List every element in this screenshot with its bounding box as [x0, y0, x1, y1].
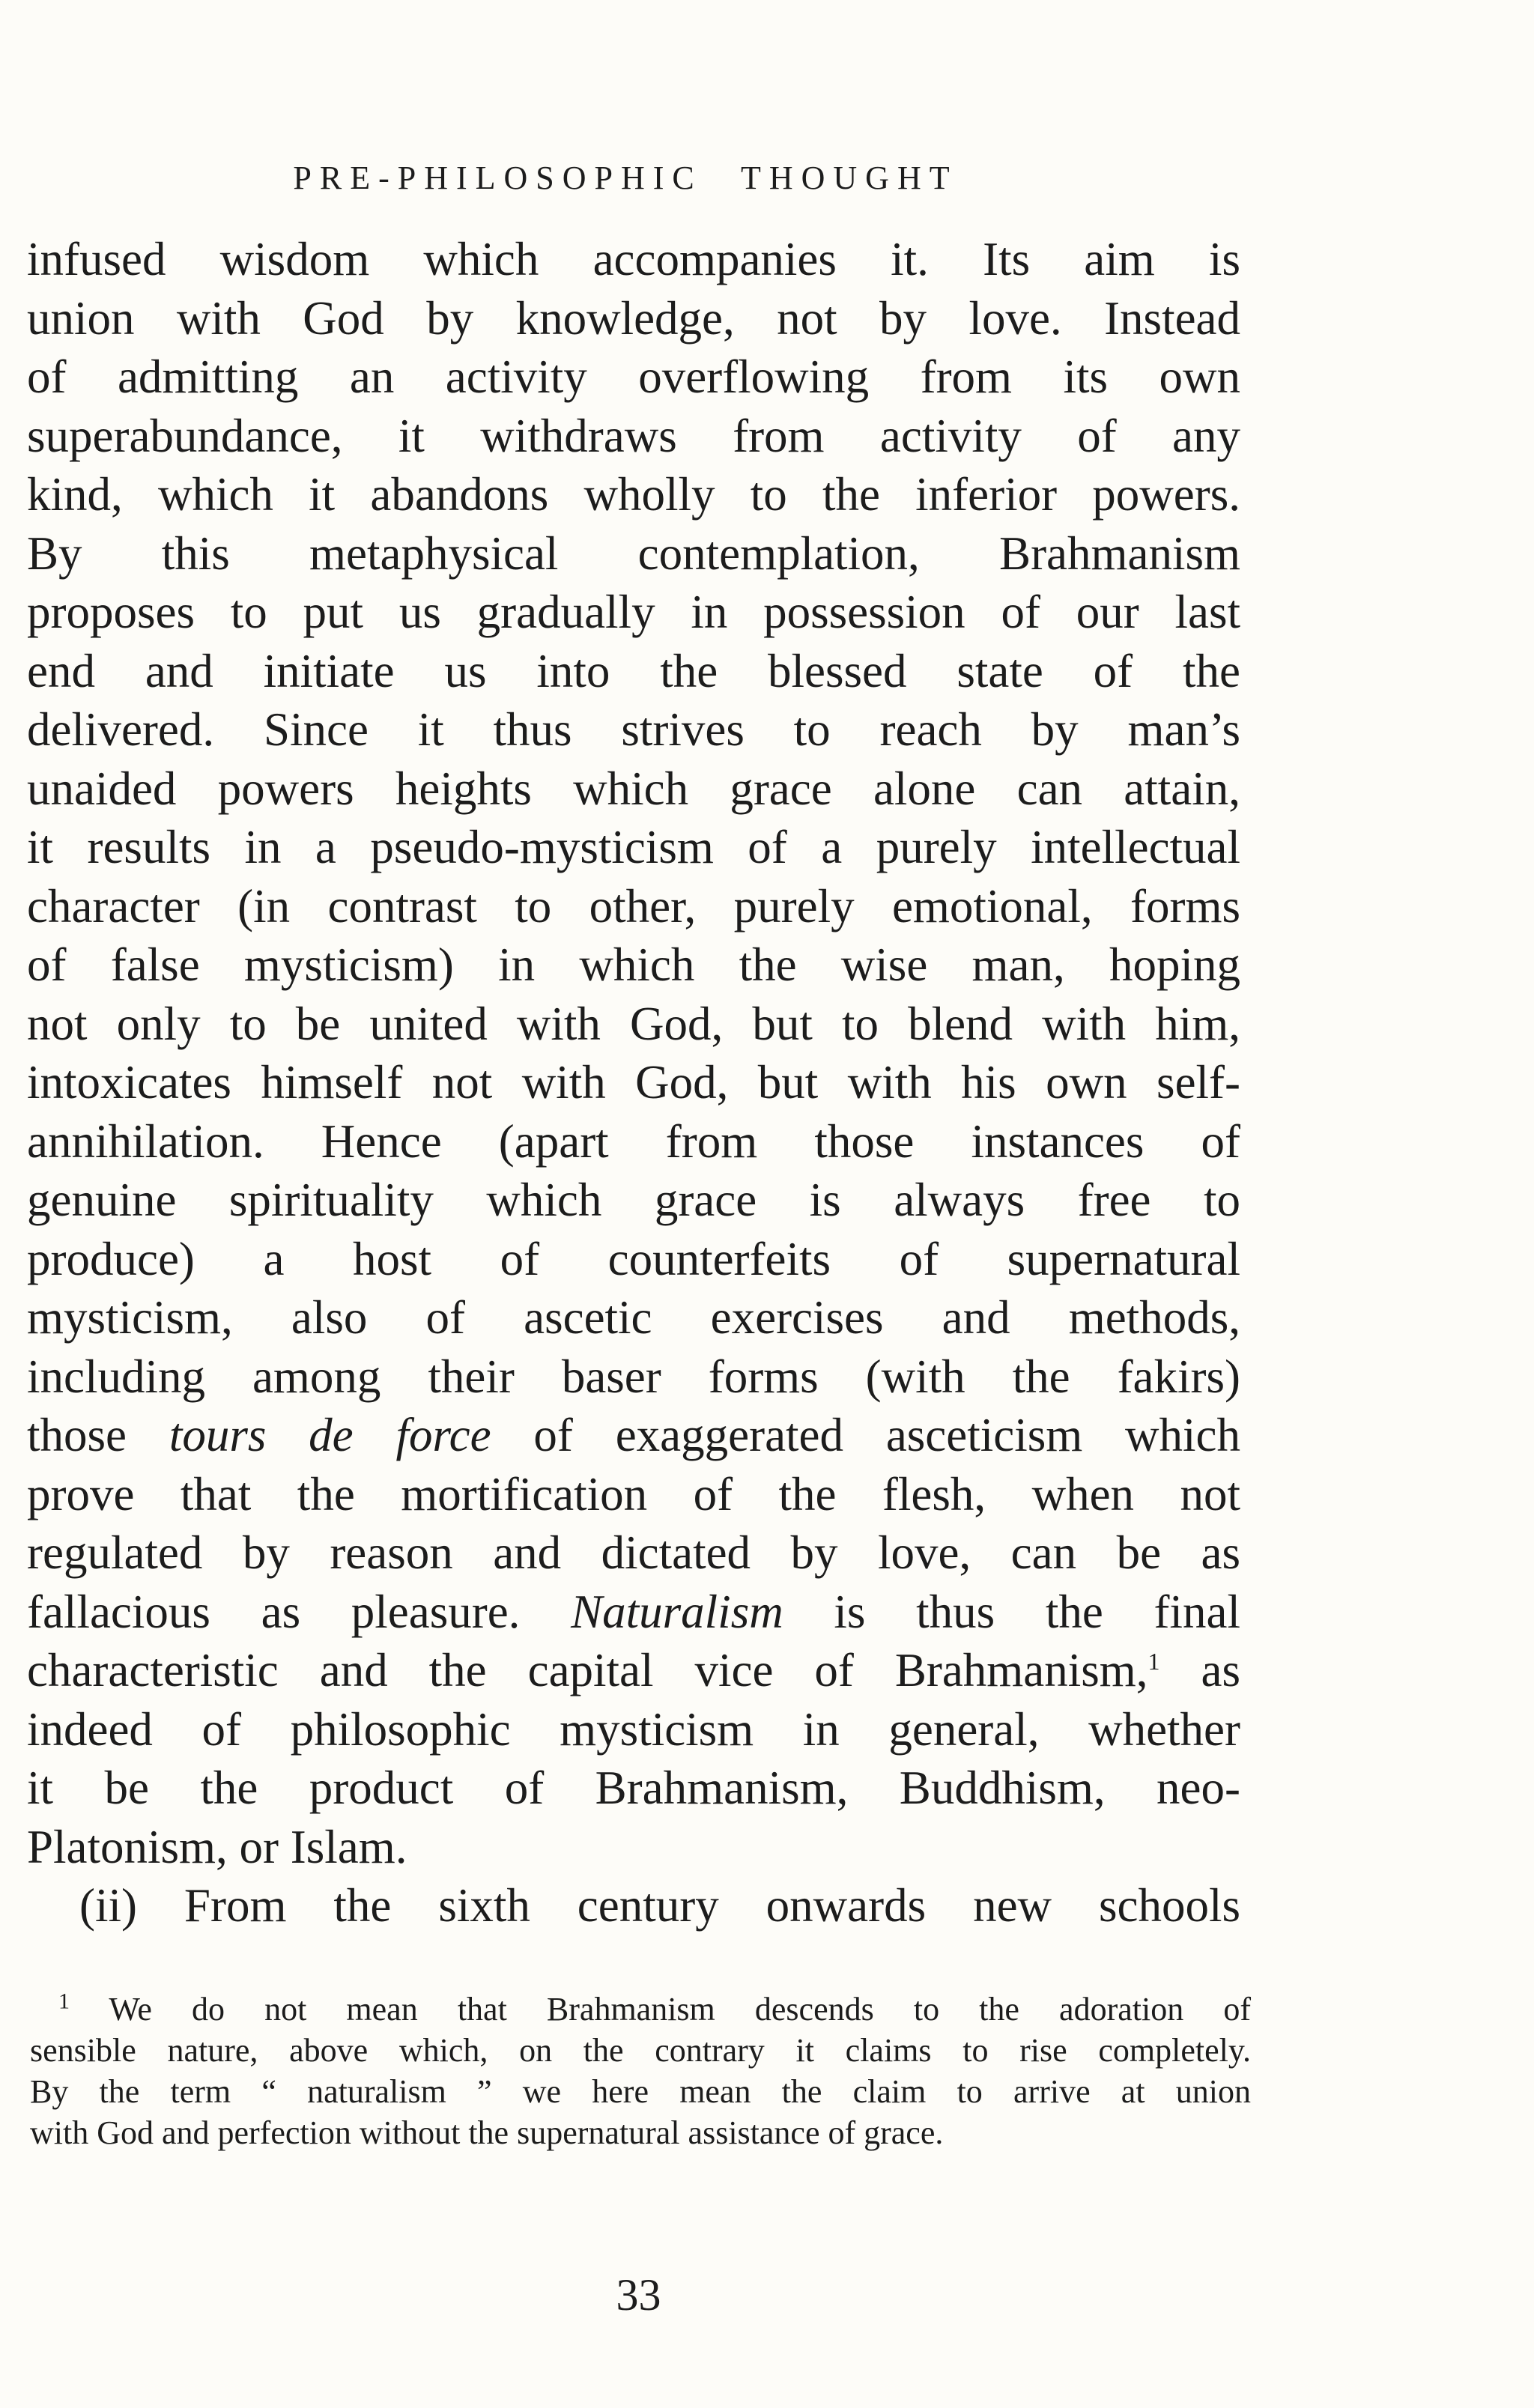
text-line: end and initiate us into the blessed state of the	[27, 644, 1240, 697]
paragraph-start: (ii) From the sixth century onwards new schools	[79, 1879, 1240, 1932]
text-line: infused wisdom which accompanies it. Its aim is	[27, 233, 1240, 285]
text-line: character (in contrast to other, purely emotional, forms	[27, 879, 1240, 932]
text-line	[27, 1641, 1240, 1700]
footnote-mark: 1	[58, 1989, 70, 2014]
text-segment: is thus the final	[783, 1585, 1240, 1638]
text-line: it results in a pseudo-mysticism of a purely intellectual	[27, 821, 1240, 873]
text-line: unaided powers heights which grace alone can attain,	[27, 762, 1240, 815]
text-line	[27, 1406, 1240, 1465]
footnote-line: By the term “ naturalism ” we here mean the claim to arrive at union	[30, 2073, 1251, 2110]
text-line: By this metaphysical contemplation, Brahmanism	[27, 527, 1240, 580]
text-segment: those	[27, 1409, 169, 1461]
text-line: proposes to put us gradually in possession of our last	[27, 586, 1240, 638]
text-line: annihilation. Hence (apart from those instances of	[27, 1114, 1240, 1168]
text-line: delivered. Since it thus strives to reach by man’s	[27, 703, 1240, 756]
footnote	[30, 1989, 1251, 2153]
text-segment: characteristic and the capital vice of Brahmanism,	[27, 1644, 1148, 1696]
footnote-line: sensible nature, above which, on the contrary it claims to rise completely.	[30, 2032, 1251, 2069]
text-line: union with God by knowledge, not by love. Instead	[27, 291, 1240, 345]
text-line: it be the product of Brahmanism, Buddhism, neo-	[27, 1762, 1240, 1814]
text-line: genuine spirituality which grace is always free to	[27, 1174, 1240, 1226]
text-line: of false mysticism) in which the wise man, hoping	[27, 938, 1240, 991]
text-line: produce) a host of counterfeits of supernatural	[27, 1232, 1240, 1285]
italic-phrase: Naturalism	[571, 1585, 783, 1638]
text-line: kind, which it abandons wholly to the inferior powers.	[27, 468, 1240, 521]
running-header: PRE-PHILOSOPHIC THOUGHT	[293, 160, 958, 196]
text-line	[27, 1583, 1240, 1642]
text-line: regulated by reason and dictated by love, can be as	[27, 1526, 1240, 1579]
text-line: of admitting an activity overflowing from its own	[27, 351, 1240, 403]
text-segment: fallacious as pleasure.	[27, 1585, 572, 1638]
page-number: 33	[616, 2270, 661, 2320]
main-text	[27, 230, 1240, 1935]
footnote-line	[30, 1989, 1251, 2030]
footnote-reference[interactable]: 1	[1148, 1648, 1160, 1675]
text-segment: of exaggerated asceticism which	[491, 1409, 1241, 1461]
text-line: including among their baser forms (with the fakirs)	[27, 1350, 1240, 1403]
footnote-text: We do not mean that Brahmanism descends to the adoration of	[109, 1991, 1251, 2028]
text-line: mysticism, also of ascetic exercises and methods,	[27, 1291, 1240, 1344]
italic-phrase: tours de force	[169, 1409, 491, 1461]
text-segment: as	[1159, 1644, 1240, 1696]
text-line: intoxicates himself not with God, but with his own self-	[27, 1056, 1240, 1109]
text-line: superabundance, it withdraws from activity of any	[27, 409, 1240, 462]
text-line: indeed of philosophic mysticism in general, whether	[27, 1702, 1240, 1756]
footnote-line: with God and perfection without the supernatural assistance of grace.	[30, 2114, 944, 2151]
text-line: not only to be united with God, but to blend with him,	[27, 997, 1240, 1050]
text-line: prove that the mortification of the flesh, when not	[27, 1467, 1240, 1520]
text-line: Platonism, or Islam.	[27, 1820, 407, 1873]
